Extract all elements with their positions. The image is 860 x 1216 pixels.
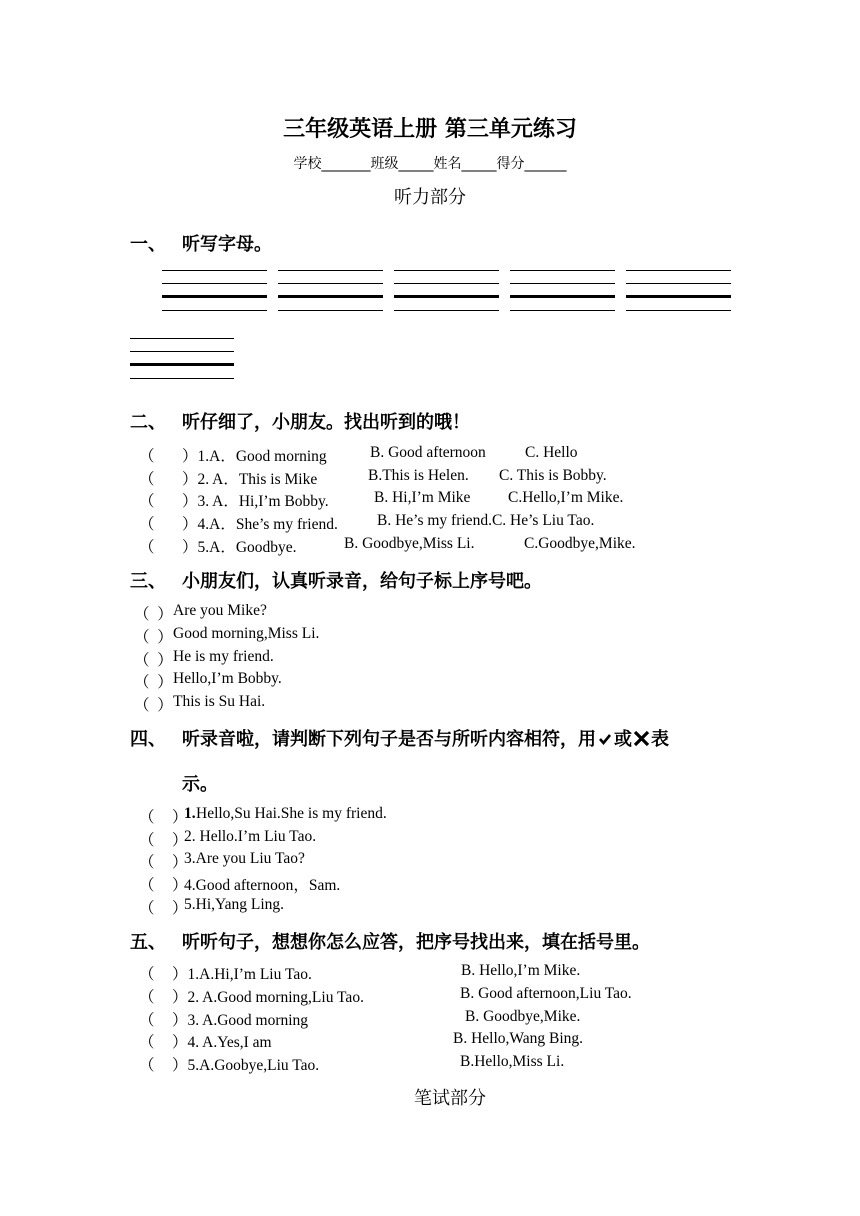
judge-row bbox=[130, 850, 730, 870]
option-b: B. Good afternoon,Liu Tao. bbox=[460, 985, 632, 1002]
response-row bbox=[130, 1030, 730, 1050]
section-4-title: 听录音啦，请判断下列句子是否与所听内容相符，用 bbox=[182, 729, 596, 750]
option-b: B. Goodbye,Mike. bbox=[465, 1008, 581, 1025]
listening-part-heading: 听力部分 bbox=[394, 187, 466, 208]
section-5-heading bbox=[130, 928, 740, 954]
option-c: C.Hello,I’m Mike. bbox=[508, 489, 624, 506]
section-3-number: 三、 bbox=[130, 571, 166, 592]
bracket-close: ） bbox=[172, 900, 188, 917]
judge-sentence: Hello,Su Hai.She is my friend. bbox=[196, 805, 387, 822]
letter-writing-lines[interactable] bbox=[394, 270, 499, 312]
answer-paren[interactable]: （ bbox=[139, 900, 155, 917]
section-3-heading bbox=[130, 567, 730, 593]
answer-paren[interactable]: （ bbox=[139, 854, 155, 871]
option-b: B. Good afternoon bbox=[370, 444, 486, 461]
writing-part-heading: 笔试部分 bbox=[414, 1088, 486, 1109]
answer-paren[interactable]: （ ） bbox=[134, 674, 173, 691]
section-5-number: 五、 bbox=[130, 932, 166, 953]
response-row bbox=[130, 962, 730, 982]
letter-writing-lines[interactable] bbox=[278, 270, 383, 312]
sentence-text: Hello,I’m Bobby. bbox=[173, 670, 282, 687]
judge-sentence: 5.Hi,Yang Ling. bbox=[184, 896, 285, 913]
option-b: B.This is Helen. bbox=[368, 467, 469, 484]
option-a: ）3. A．Hi,I’m Bobby. bbox=[182, 493, 329, 510]
option-a: ）4. A.Yes,I am bbox=[172, 1034, 272, 1051]
section-2-title: 听仔细了，小朋友。找出听到的哦！ bbox=[182, 412, 470, 433]
option-b: B. Hello,I’m Mike. bbox=[461, 962, 581, 979]
option-a: ）5.A.Goobye,Liu Tao. bbox=[172, 1057, 320, 1074]
option-a: ）5.A．Goodbye. bbox=[182, 539, 297, 556]
section-3-title: 小朋友们，认真听录音，给句子标上序号吧。 bbox=[182, 571, 542, 592]
answer-paren[interactable]: （ bbox=[139, 1012, 155, 1029]
answer-paren[interactable]: （ ） bbox=[134, 606, 173, 623]
option-a: ）3. A.Good morning bbox=[172, 1012, 309, 1029]
sentence-row bbox=[130, 602, 730, 622]
answer-paren[interactable]: （ ） bbox=[134, 697, 173, 714]
answer-paren[interactable]: （ bbox=[139, 493, 155, 510]
answer-paren[interactable]: （ bbox=[139, 516, 155, 533]
option-a: ）2. A.Good morning,Liu Tao. bbox=[172, 989, 364, 1006]
letter-writing-lines[interactable] bbox=[510, 270, 615, 312]
student-info-line: 学校_______班级_____姓名_____得分______ bbox=[293, 156, 567, 172]
section-1-number: 一、 bbox=[130, 234, 166, 255]
section-4-title-line bbox=[182, 725, 669, 751]
option-b: B. Goodbye,Miss Li. bbox=[344, 535, 475, 552]
section-4-title-continued: 示。 bbox=[182, 774, 218, 795]
response-row bbox=[130, 1008, 730, 1028]
answer-paren[interactable]: （ bbox=[139, 539, 155, 556]
bracket-close: ） bbox=[172, 809, 188, 826]
answer-paren[interactable]: （ bbox=[139, 809, 155, 826]
answer-paren[interactable]: （ bbox=[139, 966, 155, 983]
question-row bbox=[130, 489, 730, 509]
sentence-text: Good morning,Miss Li. bbox=[173, 625, 320, 642]
response-row bbox=[130, 1053, 730, 1073]
answer-paren[interactable]: （ bbox=[139, 448, 155, 465]
option-c: C. Hello bbox=[525, 444, 578, 461]
sentence-row bbox=[130, 670, 730, 690]
section-4-number: 四、 bbox=[130, 729, 166, 750]
option-c: C. This is Bobby. bbox=[499, 467, 607, 484]
section-4-or: 或 bbox=[614, 729, 632, 750]
bracket-close: ） bbox=[172, 832, 188, 849]
judge-sentence: 4.Good afternoon，Sam. bbox=[184, 877, 341, 894]
option-a: ）1.A.Hi,I’m Liu Tao. bbox=[172, 966, 312, 983]
option-b: B. Hi,I’m Mike bbox=[374, 489, 471, 506]
section-5-title: 听听句子，想想你怎么应答，把序号找出来，填在括号里。 bbox=[182, 932, 650, 953]
option-b: B.Hello,Miss Li. bbox=[460, 1053, 565, 1070]
sentence-text: Are you Mike? bbox=[173, 602, 267, 619]
option-a: ）1.A．Good morning bbox=[182, 448, 327, 465]
response-row bbox=[130, 985, 730, 1005]
question-row bbox=[130, 467, 730, 487]
page-title: 三年级英语上册 第三单元练习 bbox=[283, 117, 577, 142]
section-4-title-end: 表 bbox=[651, 729, 669, 750]
bracket-close: ） bbox=[172, 877, 188, 894]
item-number: 1. bbox=[184, 805, 196, 822]
option-b: B. Hello,Wang Bing. bbox=[453, 1030, 584, 1047]
option-a: ）4.A．She’s my friend. bbox=[182, 516, 338, 533]
sentence-row bbox=[130, 693, 730, 713]
sentence-row bbox=[130, 648, 730, 668]
answer-paren[interactable]: （ ） bbox=[134, 652, 173, 669]
answer-paren[interactable]: （ bbox=[139, 989, 155, 1006]
answer-paren[interactable]: （ bbox=[139, 471, 155, 488]
question-row bbox=[130, 444, 730, 464]
option-c: C.Goodbye,Mike. bbox=[524, 535, 636, 552]
judge-row bbox=[130, 805, 730, 825]
judge-row bbox=[130, 828, 730, 848]
letter-writing-lines[interactable] bbox=[626, 270, 731, 312]
judge-sentence: 3.Are you Liu Tao? bbox=[184, 850, 305, 867]
option-a: ）2. A．This is Mike bbox=[182, 471, 318, 488]
answer-paren[interactable]: （ bbox=[139, 832, 155, 849]
section-1-title: 听写字母。 bbox=[182, 234, 272, 255]
answer-paren[interactable]: （ bbox=[139, 1057, 155, 1074]
answer-paren[interactable]: （ bbox=[139, 1034, 155, 1051]
bracket-close: ） bbox=[172, 854, 188, 871]
cross-icon bbox=[633, 730, 650, 747]
check-icon bbox=[598, 732, 612, 746]
option-b: B. He’s my friend.C. He’s Liu Tao. bbox=[377, 512, 595, 529]
question-row bbox=[130, 535, 730, 555]
judge-sentence: 2. Hello.I’m Liu Tao. bbox=[184, 828, 317, 845]
letter-writing-lines[interactable] bbox=[130, 338, 234, 380]
question-row bbox=[130, 512, 730, 532]
section-1-heading bbox=[130, 230, 730, 256]
answer-paren[interactable]: （ ） bbox=[134, 629, 173, 646]
sentence-row bbox=[130, 625, 730, 645]
section-4-heading bbox=[130, 725, 740, 751]
section-2-heading bbox=[130, 408, 730, 434]
judge-row bbox=[130, 896, 730, 916]
section-2-number: 二、 bbox=[130, 412, 166, 433]
letter-writing-lines[interactable] bbox=[162, 270, 267, 312]
sentence-text: This is Su Hai. bbox=[173, 693, 266, 710]
answer-paren[interactable]: （ bbox=[139, 877, 155, 894]
judge-row bbox=[130, 873, 730, 893]
sentence-text: He is my friend. bbox=[173, 648, 274, 665]
